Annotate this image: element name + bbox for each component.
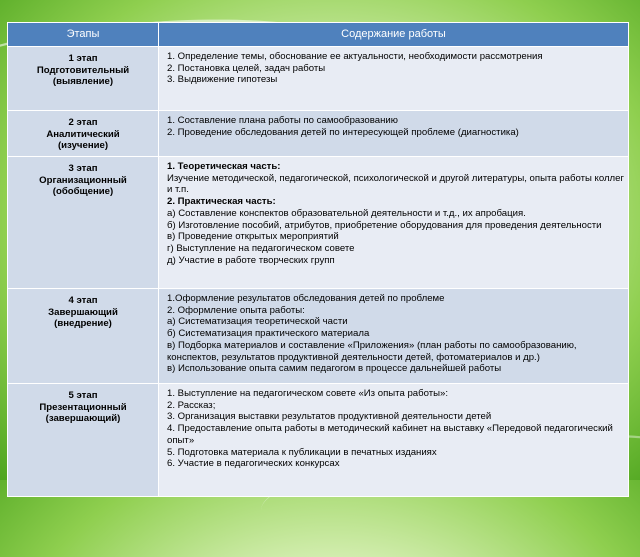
stage-cell: [8, 157, 159, 289]
table-body: [8, 47, 629, 497]
content-line: 6. Участие в педагогических конкурсах: [167, 458, 340, 470]
stage-label-line: 5 этап: [68, 390, 98, 401]
stage-label-line: 3 этап: [68, 163, 98, 174]
content-cell: [159, 157, 629, 289]
stage-label-line: 4 этап: [68, 295, 98, 306]
content-line: 1. Определение темы, обоснование ее актуальности, необходимости рассмотрения: [167, 51, 543, 62]
stage-cell: [8, 289, 159, 384]
stages-table: [7, 22, 629, 497]
content-line: б) Систематизация практического материала: [167, 328, 370, 340]
stage-label-line: Презентационный: [39, 401, 127, 413]
content-line: б) Изготовление пособий, атрибутов, приобретение оборудования для проведения деятельности: [167, 219, 602, 231]
content-line: 1. Составление плана работы по самообразованию: [167, 115, 398, 126]
content-line: 1. Выступление на педагогическом совете «Из опыта работы»:: [167, 388, 449, 399]
stage-label-line: Подготовительный: [36, 64, 130, 76]
content-cell: [159, 47, 629, 111]
table-row: [8, 289, 629, 384]
content-line: а) Систематизация теоретической части: [167, 316, 348, 328]
stage-label-line: Завершающий: [48, 306, 118, 318]
stage-label-line: (выявление): [52, 76, 114, 88]
content-line: д) Участие в работе творческих групп: [167, 254, 335, 266]
content-line: а) Составление конспектов образовательной деятельности и т.д., их апробация.: [167, 207, 526, 219]
content-line: 2. Постановка целей, задач работы: [167, 62, 326, 74]
content-cell: [159, 289, 629, 384]
stage-label-line: 2 этап: [68, 117, 98, 128]
content-line: 2. Практическая часть:: [167, 196, 276, 208]
content-line: Изучение методической, педагогической, психологической и другой литературы, опыта работы коллег и т.п.: [167, 172, 624, 196]
table-row: [8, 111, 629, 157]
stage-cell: [8, 111, 159, 157]
stage-label-line: Аналитический: [46, 128, 120, 140]
content-line: 1. Теоретическая часть:: [167, 161, 281, 172]
content-line: в) Использование опыта самим педагогом в процессе дальнейшей работы: [167, 363, 502, 375]
stage-label-line: (изучение): [57, 140, 109, 152]
content-line: 4. Предоставление опыта работы в методический кабинет на выставку «Передовой педагогический опыт»: [167, 423, 613, 446]
content-line: 2. Проведение обследования детей по интересующей проблеме (диагностика): [167, 126, 519, 138]
stage-label-line: (внедрение): [54, 318, 112, 330]
stage-label-line: 1 этап: [68, 53, 98, 64]
content-line: г) Выступление на педагогическом совете: [167, 242, 355, 254]
stage-label-line: (обобщение): [52, 186, 114, 198]
table-header-row: [8, 23, 629, 47]
content-cell: [159, 111, 629, 157]
table-row: [8, 157, 629, 289]
content-line: 2. Рассказ;: [167, 399, 216, 411]
content-line: 1.Оформление результатов обследования детей по проблеме: [167, 293, 445, 304]
content-line: в) Проведение открытых мероприятий: [167, 231, 339, 243]
stage-label-line: Организационный: [39, 174, 127, 186]
content-line: 2. Оформление опыта работы:: [167, 304, 305, 316]
content-line: 3. Организация выставки результатов продуктивной деятельности детей: [167, 411, 492, 423]
stage-label-line: (завершающий): [45, 413, 121, 425]
content-line: 3. Выдвижение гипотезы: [167, 74, 278, 86]
stage-cell: [8, 47, 159, 111]
table-row: [8, 47, 629, 111]
header-stages: Этапы: [8, 23, 159, 47]
content-line: в) Подборка материалов и составление «Приложения» (план работы по самообразованию, конспектов, результатов продуктивной деятельности детей, фотоматериалов и др.): [167, 339, 577, 363]
header-content: Содержание работы: [159, 23, 629, 47]
stages-table-container: [7, 22, 628, 497]
content-line: 5. Подготовка материала к публикации в печатных изданиях: [167, 446, 437, 458]
